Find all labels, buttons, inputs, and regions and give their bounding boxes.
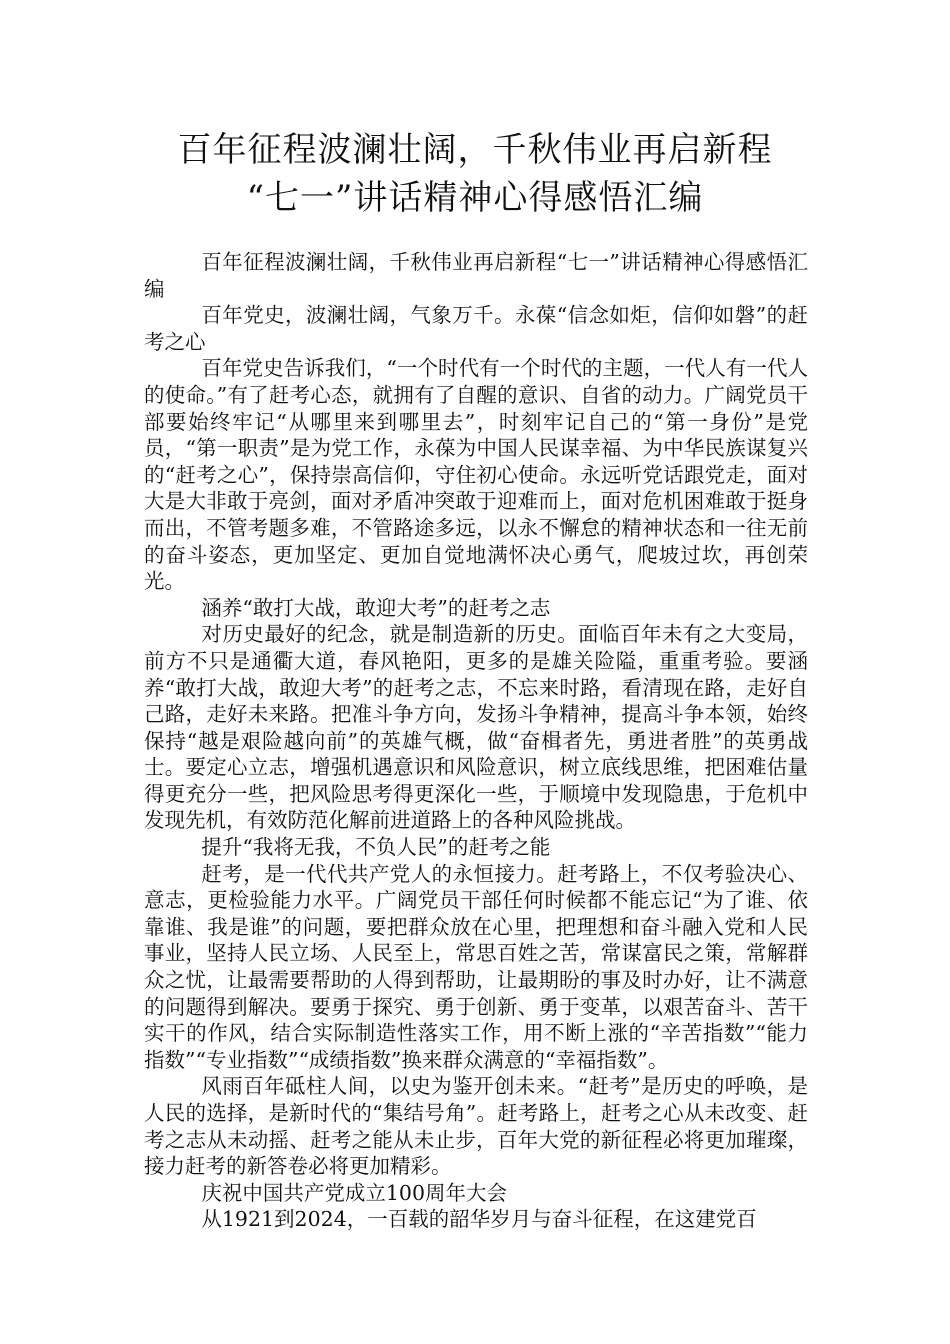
- paragraph-heading-4: 庆祝中国共产党成立100周年大会: [201, 1180, 508, 1205]
- document-body: [144, 249, 808, 1233]
- paragraph: 百年党史告诉我们，“一个时代有一个时代的主题，一代人有一代人的使命。”有了赶考心态，就拥有了自醒的意识、自省的动力。广阔党员干部要始终牢记“从哪里来到哪里去”，时刻牢记自己的“第一身份”是党员，“第一职责”是为党工作，永葆为中国人民谋幸福、为中华民族谋复兴的“赶考之心”，保持崇高信仰，守住初心使命。永远听党话跟党走，面对大是大非敢于亮剑，面对矛盾冲突敢于迎难而上，面对危机困难敢于挺身而出，不管考题多难，不管路途多远，以永不懈怠的精神状态和一往无前的奋斗姿态，更加坚定、更加自觉地满怀决心勇气，爬坡过坎，再创荣光。: [144, 356, 808, 594]
- paragraph: 赶考，是一代代共产党人的永恒接力。赶考路上，不仅考验决心、意志，更检验能力水平。广阔党员干部任何时候都不能忘记“为了谁、依靠谁、我是谁”的问题，要把群众放在心里，把理想和奋斗融入党和人民事业，坚持人民立场、人民至上，常思百姓之苦，常谋富民之策，常解群众之忧，让最需要帮助的人得到帮助，让最期盼的事及时办好，让不满意的问题得到解决。要勇于探究、勇于创新、勇于变革，以艰苦奋斗、苦干实干的作风，结合实际制造性落实工作，用不断上涨的“辛苦指数”“能力指数”“专业指数”“成绩指数”换来群众满意的“幸福指数”。: [144, 861, 808, 1072]
- paragraph-heading-1: 百年党史，波澜壮阔，气象万千。永葆“信念如炬，信仰如磐”的赶考之心: [144, 303, 808, 354]
- document-title-line-1: 百年征程波澜壮阔，千秋伟业再启新程: [177, 130, 773, 170]
- paragraph-heading-3: 提升“我将无我，不负人民”的赶考之能: [201, 835, 551, 860]
- paragraph: 对历史最好的纪念，就是制造新的历史。面临百年未有之大变局，前方不只是通衢大道，春风艳阳，更多的是雄关险隘，重重考验。要涵养“敢打大战，敢迎大考”的赶考之志，不忘来时路，看清现在路，走好自己路，走好未来路。把准斗争方向，发扬斗争精神，提高斗争本领，始终保持“越是艰险越向前”的英雄气概，做“奋楫者先，勇进者胜”的英勇战士。要定心立志，增强机遇意识和风险意识，树立底线思维，把困难估量得更充分一些，把风险思考得更深化一些，于顺境中发现隐患，于危机中发现先机，有效防范化解前进道路上的各种风险挑战。: [144, 622, 808, 833]
- paragraph-intro: 百年征程波澜壮阔，千秋伟业再启新程“七一”讲话精神心得感悟汇编: [144, 250, 808, 301]
- paragraph: 风雨百年砥柱人间，以史为鉴开创未来。“赶考”是历史的呼唤，是人民的选择，是新时代的“集结号角”。赶考路上，赶考之心从未改变、赶考之志从未动摇、赶考之能从未止步，百年大党的新征程必将更加璀璨，接力赶考的新答卷必将更加精彩。: [144, 1074, 808, 1179]
- paragraph-heading-2: 涵养“敢打大战，敢迎大考”的赶考之志: [201, 595, 551, 620]
- document-title-line-2: “七一”讲话精神心得感悟汇编: [246, 178, 704, 218]
- paragraph: 从1921到2024，一百载的韶华岁月与奋斗征程，在这建党百: [201, 1207, 757, 1232]
